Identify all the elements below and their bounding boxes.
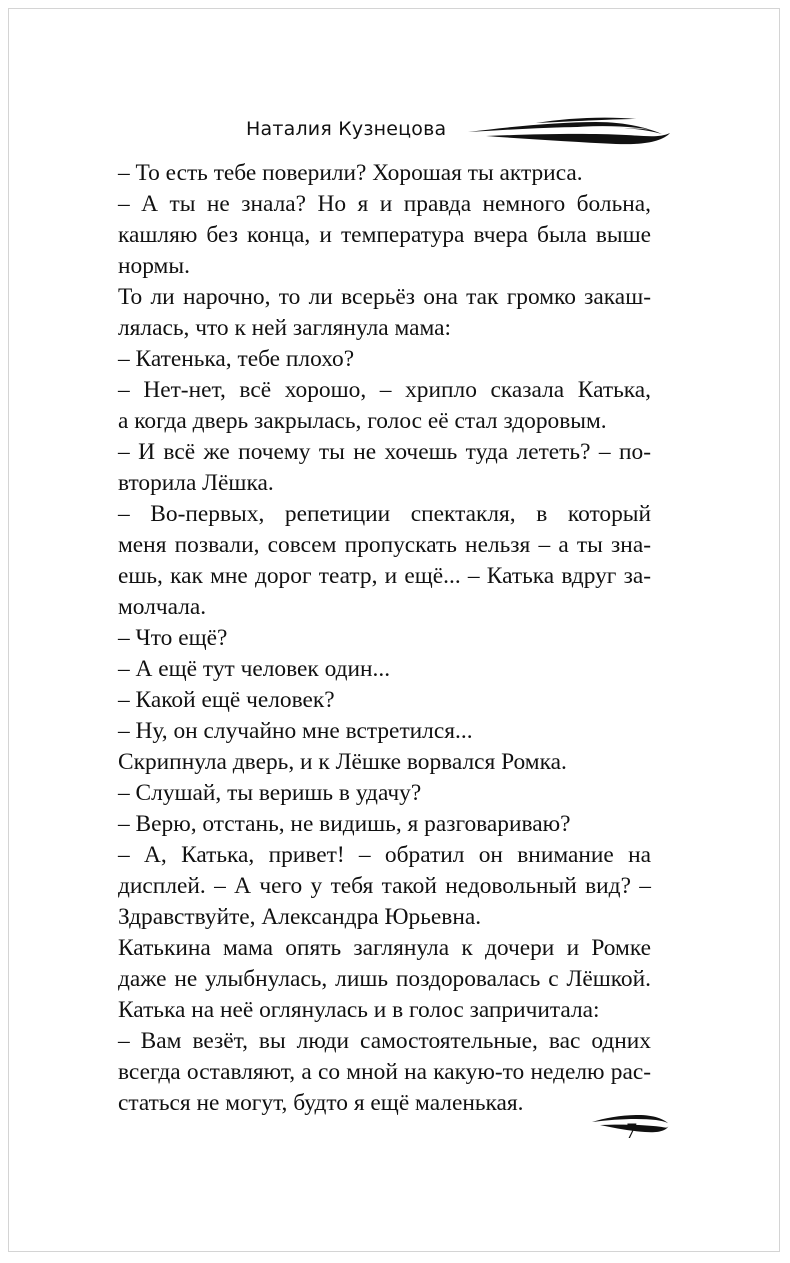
text-line: вторила Лёшка.: [118, 470, 274, 496]
text-line: То ли нарочно, то ли всерьёз она так громко закаш-: [118, 284, 651, 310]
text-line: – Какой ещё человек?: [118, 687, 335, 713]
text-line: меня позвали, совсем пропускать нельзя – а ты зна-: [118, 532, 651, 558]
text-line: дисплей. – А чего у тебя такой недовольный вид? –: [118, 873, 651, 899]
header-swoosh-ornament: [466, 114, 672, 146]
paragraph: [118, 840, 651, 933]
text-line: – То есть тебе поверили? Хорошая ты актриса.: [118, 160, 583, 186]
text-line: – Вам везёт, вы люди самостоятельные, вас одних: [118, 1028, 651, 1054]
running-header-author: Наталия Кузнецова: [246, 118, 447, 140]
text-line: – Нет-нет, всё хорошо, – хрипло сказала Катька,: [118, 377, 651, 403]
text-line: – А ещё тут человек один...: [118, 656, 391, 682]
paragraph: [118, 716, 651, 747]
paragraph: [118, 654, 651, 685]
text-line: – И всё же почему ты не хочешь туда лететь? – по-: [118, 439, 651, 465]
text-line: даже не улыбнулась, лишь поздоровалась с Лёшкой.: [118, 966, 651, 992]
text-line: нормы.: [118, 253, 190, 279]
text-line: – Слушай, ты веришь в удачу?: [118, 780, 422, 806]
text-line: Катька на неё оглянулась и в голос запричитала:: [118, 997, 600, 1023]
paragraph: [118, 344, 651, 375]
text-line: а когда дверь закрылась, голос её стал здоровым.: [118, 408, 607, 434]
paragraph: [118, 499, 651, 623]
paragraph: [118, 685, 651, 716]
text-line: Катькина мама опять заглянула к дочери и Ромке: [118, 935, 651, 961]
text-line: – Верю, отстань, не видишь, я разговариваю?: [118, 811, 571, 837]
page-number: 7: [626, 1118, 637, 1143]
paragraph: [118, 747, 651, 778]
paragraph: [118, 375, 651, 437]
paragraph: [118, 437, 651, 499]
text-line: – Ну, он случайно мне встретился...: [118, 718, 473, 744]
paragraph: [118, 189, 651, 282]
text-line: ешь, как мне дорог театр, и ещё... – Катька вдруг за-: [118, 563, 651, 589]
paragraph: [118, 623, 651, 654]
text-line: Здравствуйте, Александра Юрьевна.: [118, 904, 482, 930]
text-line: статься не могут, будто я ещё маленькая.: [118, 1090, 524, 1116]
paragraph: [118, 809, 651, 840]
paragraph: [118, 778, 651, 809]
body-text: [118, 158, 651, 1119]
paragraph: [118, 933, 651, 1026]
paragraph: [118, 1026, 651, 1119]
text-line: – Катенька, тебе плохо?: [118, 346, 355, 372]
text-line: Скрипнула дверь, и к Лёшке ворвался Ромка.: [118, 749, 567, 775]
text-line: всегда оставляют, а со мной на какую-то неделю рас-: [118, 1059, 651, 1085]
text-line: – Что ещё?: [118, 625, 228, 651]
text-line: – Во-первых, репетиции спектакля, в который: [118, 501, 651, 527]
text-line: – А, Катька, привет! – обратил он внимание на: [118, 842, 651, 868]
text-line: молчала.: [118, 594, 207, 620]
text-line: – А ты не знала? Но я и правда немного больна,: [118, 191, 651, 217]
text-line: кашляю без конца, и температура вчера была выше: [118, 222, 651, 248]
paragraph: [118, 282, 651, 344]
paragraph: [118, 158, 651, 189]
text-line: лялась, что к ней заглянула мама:: [118, 315, 452, 341]
